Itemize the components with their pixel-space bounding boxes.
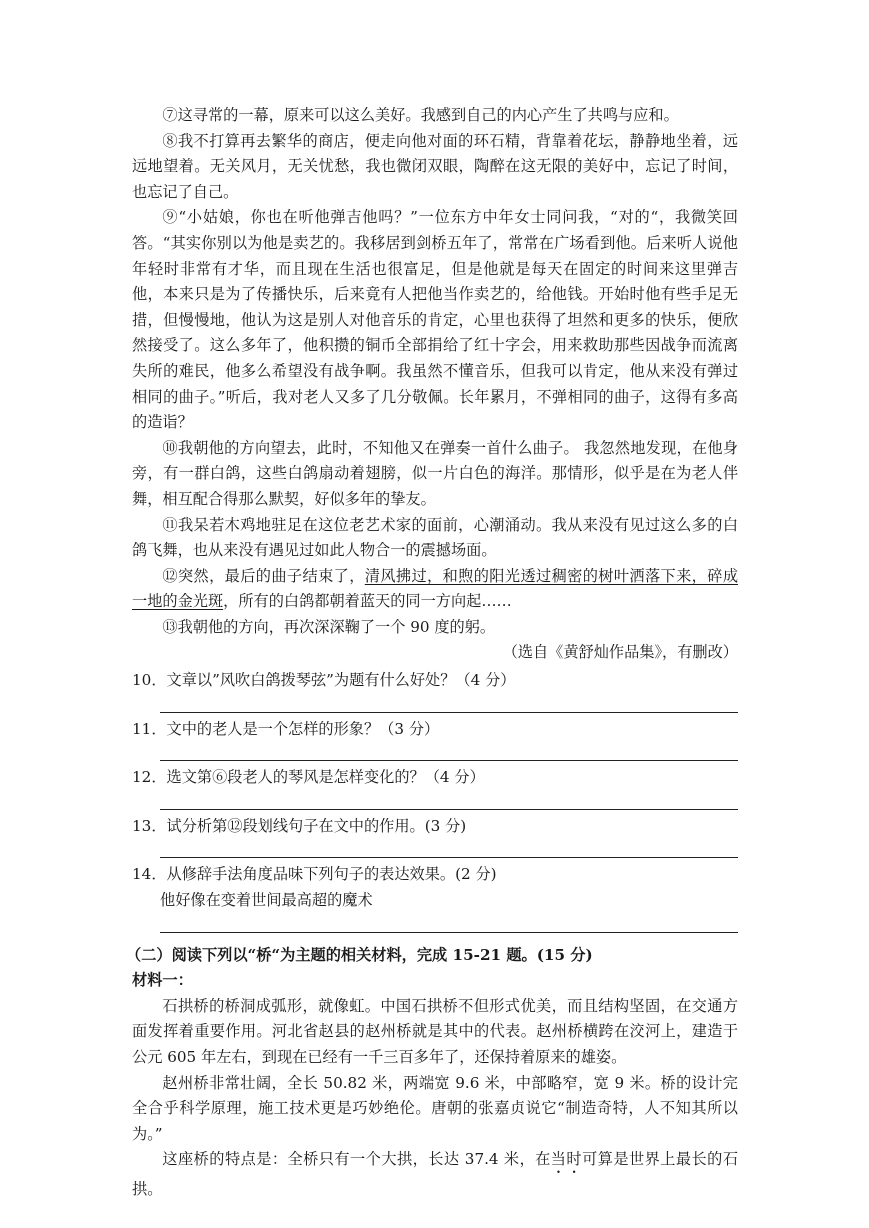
- emphasized-word: 当时: [550, 1150, 583, 1169]
- material-1-label: 材料一：: [132, 971, 193, 990]
- question-10: [132, 668, 738, 713]
- question-13: [132, 814, 738, 859]
- underlined-sentence: 清风拂过，和煦的阳光透过稠密的树叶洒落下来，碎成一地的金光斑: [132, 566, 739, 611]
- paragraph-11: ⑪我呆若木鸡地驻足在这位老艺术家的面前，心潮涌动。我从来没有见过这么多的白鸽飞舞，也从来没有遇见过如此人物合一的震撼场面。: [132, 515, 738, 560]
- paragraph-10: ⑩我朝他的方向望去，此时，不知他又在弹奏一首什么曲子。 我忽然地发现，在他身旁，有一群白鸽，这些白鸽扇动着翅膀，似一片白色的海洋。那情形，似乎是在为老人伴舞，相互配合得那么默契，好似多年的挚友。: [132, 438, 738, 508]
- paragraph-9: ⑨“小姑娘，你也在听他弹吉他吗？”一位东方中年女士同问我，“对的“，我微笑回答。“其实你别以为他是卖艺的。我移居到剑桥五年了，常常在广场看到他。后来听人说他年轻时非常有才华，而且现在生活也很富足，但是他就是每天在固定的时间来这里弹吉他，本来只是为了传播快乐，后来竟有人把他当作卖艺的，给他钱。开始时他有些手足无措，但慢慢地，他认为这是别人对他音乐的肯定，心里也获得了坦然和更多的快乐，便欣然接受了。这么多年了，他积攒的铜币全部捐给了红十字会，用来救助那些因战争而流离失所的难民，他多么希望没有战争啊。我虽然不懂音乐，但我可以肯定，他从来没有弹过相同的曲子。”听后，我对老人又多了几分敬佩。长年累月，不弹相同的曲子，这得有多高的造诣？: [132, 208, 738, 432]
- source-citation: （选自《黄舒灿作品集》，有删改）: [502, 643, 738, 662]
- material-1-paragraph-3: [132, 1147, 738, 1203]
- question-text: 10．文章以”风吹白鸽拨琴弦”为题有什么好处？（4 分）: [132, 671, 516, 690]
- paragraph-7: ⑦这寻常的一幕，原来可以这么美好。我感到自己的内心产生了共鸣与应和。: [162, 106, 679, 124]
- answer-line[interactable]: [160, 839, 738, 858]
- quoted-sentence: 他好像在变着世间最高超的魔术: [160, 891, 373, 910]
- paragraph-12: [132, 564, 738, 615]
- question-text: 12．选文第⑥段老人的琴风是怎样变化的？（4 分）: [132, 768, 485, 787]
- paragraph-12-start: ⑫突然，最后的曲子结束了，: [162, 566, 365, 585]
- answer-line[interactable]: [160, 742, 738, 761]
- question-11: [132, 717, 738, 762]
- question-text: 13．试分析第⑫段划线句子在文中的作用。(3 分): [132, 816, 467, 835]
- paragraph-text: 这座桥的特点是：全桥只有一个大拱，长达 37.4 米，在: [162, 1150, 551, 1169]
- question-12: [132, 765, 738, 810]
- material-1-paragraph-2: 赵州桥非常壮阔，全长 50.82 米，两端宽 9.6 米，中部略窄，宽 9 米。桥的设计完全合乎科学原理，施工技术更是巧妙绝伦。唐朝的张嘉贞说它“制造奇特，人不知其所以为。”: [132, 1073, 738, 1143]
- paragraph-12-end: ，所有的白鸽都朝着蓝天的同一方向起……: [223, 592, 512, 611]
- answer-line[interactable]: [160, 791, 738, 810]
- answer-line[interactable]: [160, 914, 738, 933]
- question-14: [132, 862, 738, 932]
- paragraph-13: ⑬我朝他的方向，再次深深鞠了一个 90 度的躬。: [162, 617, 496, 636]
- page-content: [126, 103, 739, 1203]
- question-text: 11．文中的老人是一个怎样的形象？（3 分）: [132, 719, 440, 738]
- paragraph-8: ⑧我不打算再去繁华的商店，便走向他对面的环石精，背靠着花坛，静静地坐着，远远地望着。无关风月，无关忧愁，我也微闭双眼，陶醉在这无限的美好中，忘记了时间，也忘记了自己。: [132, 131, 738, 201]
- question-text: 14．从修辞手法角度品味下列句子的表达效果。(2 分): [132, 865, 497, 884]
- section-2-heading: （二）阅读下列以“桥“为主题的相关材料，完成 15-21 题。(15 分): [126, 945, 593, 964]
- material-1-paragraph-1: 石拱桥的桥洞成弧形，就像虹。中国石拱桥不但形式优美，而且结构坚固，在交通方面发挥着重要作用。河北省赵县的赵州桥就是其中的代表。赵州桥横跨在洨河上，建造于公元 605 年左右，到现在已经有一千三百多年了，还保持着原来的雄姿。: [132, 996, 738, 1066]
- answer-line[interactable]: [160, 694, 738, 713]
- paragraph-text-end: 可算是世界上最长的石拱。: [132, 1150, 739, 1199]
